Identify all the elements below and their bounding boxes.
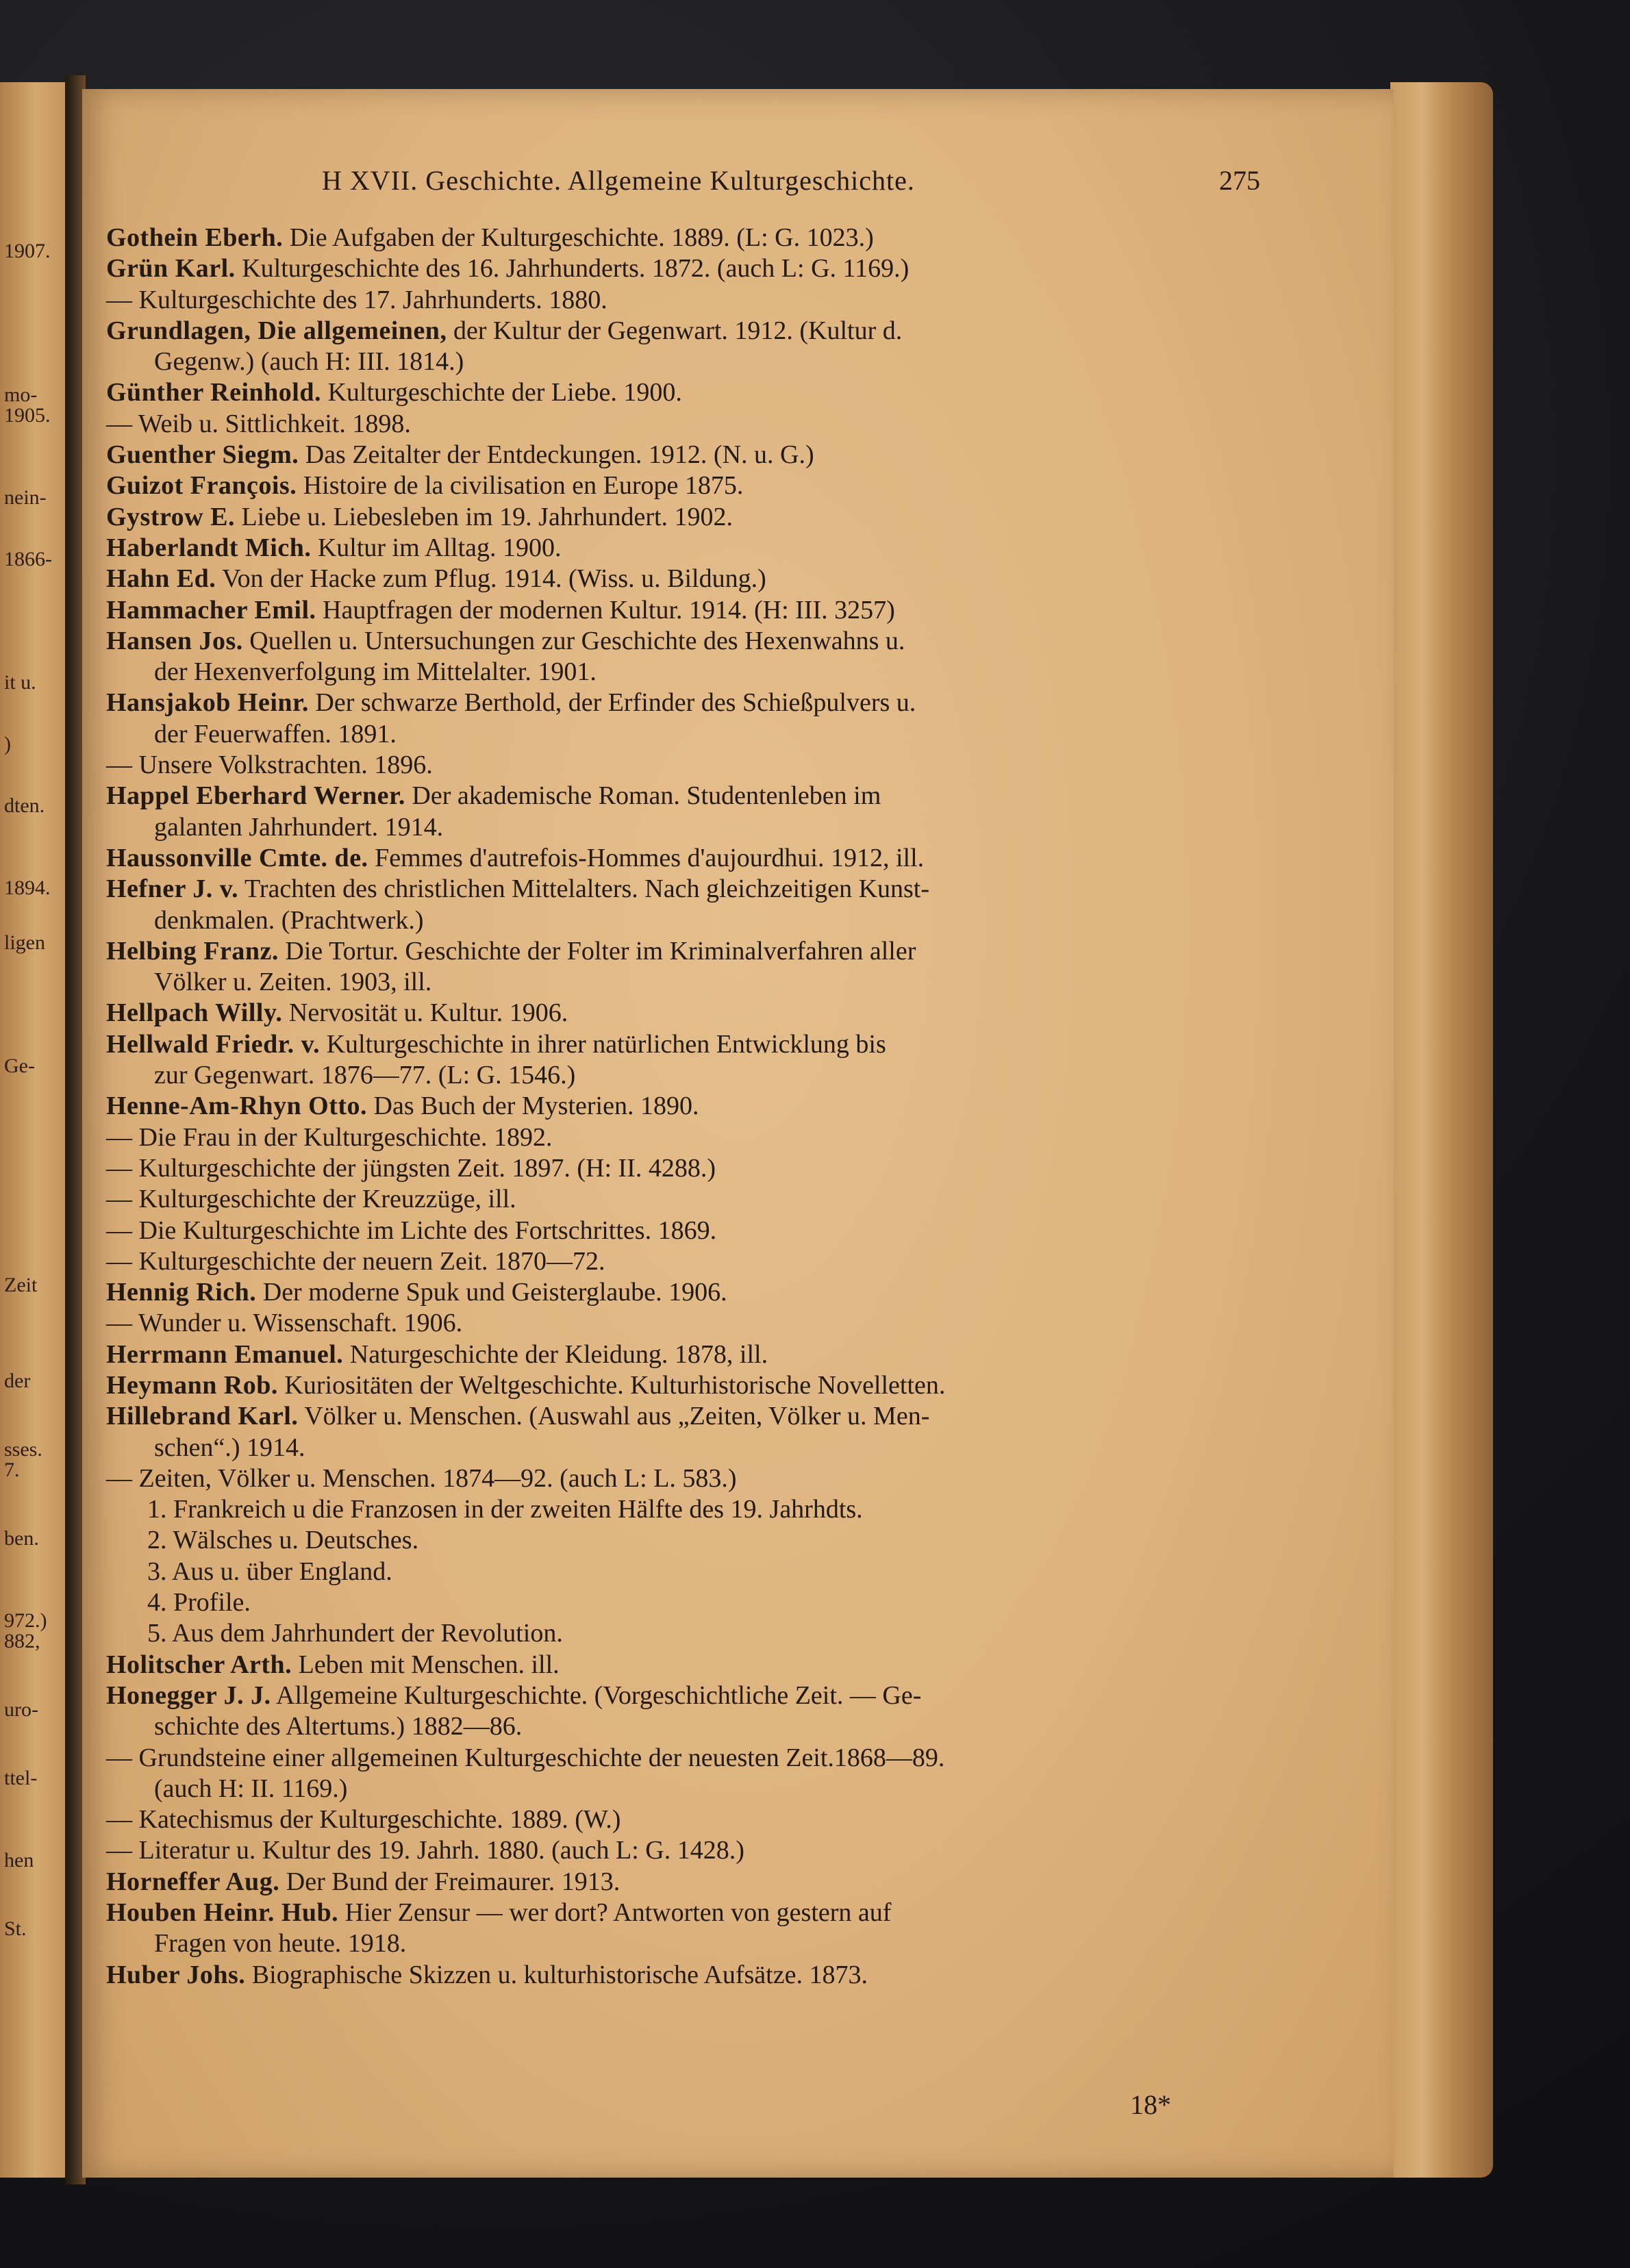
bibliography-entry (106, 502, 1339, 533)
entry-continuation: Fragen von heute. 1918. (154, 1929, 407, 1958)
bibliography-entry (106, 470, 1339, 501)
bibliography-entry (106, 377, 1339, 408)
margin-fragment: nein- (4, 486, 47, 509)
bibliography-entry (106, 1680, 1339, 1743)
entry-title: Die Tortur. Geschichte der Folter im Kriminalverfahren aller (285, 936, 916, 966)
bibliography-entry (106, 1898, 1339, 1960)
entry-author: Houben Heinr. Hub. (106, 1898, 339, 1928)
bibliography-entry (106, 781, 1339, 843)
bibliography-entry (106, 316, 1339, 378)
bibliography-entry (106, 1153, 1339, 1184)
entry-title: Der akademische Roman. Studentenleben im (412, 781, 881, 811)
bibliography-entry (106, 1650, 1339, 1680)
entry-author: Helbing Franz. (106, 936, 279, 966)
entry-title: Das Buch der Mysterien. 1890. (373, 1092, 699, 1121)
entry-title: der Kultur der Gegenwart. 1912. (Kultur d. (453, 316, 903, 345)
bibliography-entry (106, 1618, 1339, 1649)
entry-continuation: (auch H: II. 1169.) (154, 1774, 348, 1803)
bibliography-entry (106, 1835, 1339, 1866)
bibliography-entry (106, 223, 1339, 253)
bibliography-entry (106, 564, 1339, 594)
bibliography-entry (106, 1184, 1339, 1215)
margin-fragment: hen (4, 1849, 34, 1872)
entry-author: Günther Reinhold. (106, 378, 321, 407)
entry-author: Haussonville Cmte. de. (106, 843, 368, 872)
bibliography-entry (106, 1277, 1339, 1308)
entry-title: 2. Wälsches u. Deutsches. (147, 1526, 419, 1555)
margin-fragment: 1907. (4, 240, 51, 262)
entry-title: — Kulturgeschichte der Kreuzzüge, ill. (106, 1185, 516, 1214)
entry-title: Trachten des christlichen Mittelalters. Nach gleichzeitigen Kunst- (244, 874, 930, 904)
bibliography-entry (106, 1587, 1339, 1618)
entry-author: Heymann Rob. (106, 1370, 278, 1400)
entry-author: Guenther Siegm. (106, 440, 299, 470)
entry-title: Kuriositäten der Weltgeschichte. Kulturhistorische Novelletten. (284, 1370, 946, 1400)
entry-continuation: schen“.) 1914. (154, 1433, 305, 1462)
page-stack-edge (1390, 82, 1493, 2178)
margin-fragment: Zeit (4, 1274, 38, 1296)
margin-fragment: der (4, 1370, 31, 1392)
margin-fragment: ttel- (4, 1767, 38, 1789)
margin-fragment: ligen (4, 931, 45, 954)
previous-page-margin (0, 82, 65, 2178)
entry-title: Die Aufgaben der Kulturgeschichte. 1889. (L: G. 1023.) (289, 223, 874, 252)
bibliography-entry (106, 1122, 1339, 1153)
bibliography-entry (106, 688, 1339, 750)
bibliography-entry (106, 874, 1339, 936)
bibliography-entry (106, 1308, 1339, 1339)
margin-fragment: St. (4, 1917, 27, 1940)
entry-title: Kulturgeschichte der Liebe. 1900. (327, 378, 682, 407)
bibliography-entry (106, 750, 1339, 781)
bibliography-entry (106, 1494, 1339, 1525)
running-header (82, 164, 1394, 205)
entry-author: Hefner J. v. (106, 874, 239, 904)
entry-author: Hahn Ed. (106, 564, 216, 594)
margin-fragment: 7. (4, 1459, 20, 1481)
entry-title: — Die Frau in der Kulturgeschichte. 1892. (106, 1122, 553, 1152)
bibliography-entry (106, 1339, 1339, 1370)
bibliography-entry (106, 1370, 1339, 1401)
margin-fragment: ) (4, 733, 11, 755)
entry-title: 4. Profile. (147, 1588, 251, 1617)
entry-title: — Die Kulturgeschichte im Lichte des Fortschrittes. 1869. (106, 1215, 717, 1245)
bibliography-entry (106, 843, 1339, 874)
entry-continuation: denkmalen. (Prachtwerk.) (154, 905, 424, 935)
entry-title: — Kulturgeschichte der neuern Zeit. 1870—72. (106, 1246, 605, 1276)
entry-title: Naturgeschichte der Kleidung. 1878, ill. (349, 1339, 768, 1369)
entry-author: Hansjakob Heinr. (106, 688, 309, 718)
entry-title: Kulturgeschichte in ihrer natürlichen Entwicklung bis (326, 1029, 886, 1059)
entry-continuation: zur Gegenwart. 1876—77. (L: G. 1546.) (154, 1061, 576, 1090)
entry-title: 5. Aus dem Jahrhundert der Revolution. (147, 1619, 563, 1648)
entry-title: Völker u. Menschen. (Auswahl aus „Zeiten, Völker u. Men- (304, 1402, 930, 1431)
entry-title: 1. Frankreich u die Franzosen in der zweiten Hälfte des 19. Jahrhdts. (147, 1495, 863, 1524)
signature-mark: 18* (1130, 2089, 1171, 2120)
bibliography-entry (106, 253, 1339, 284)
margin-fragment: 1905. (4, 404, 51, 427)
entry-title: Histoire de la civilisation en Europe 1875. (303, 471, 744, 501)
entry-author: Herrmann Emanuel. (106, 1339, 344, 1369)
entry-author: Gystrow E. (106, 502, 235, 531)
entry-author: Grün Karl. (106, 254, 236, 284)
margin-fragment: 1894. (4, 877, 51, 899)
entry-title: Der schwarze Berthold, der Erfinder des Schießpulvers u. (315, 688, 916, 718)
bibliography-entry (106, 1743, 1339, 1805)
margin-fragment: uro- (4, 1698, 38, 1721)
bibliography-entry (106, 440, 1339, 470)
entry-author: Hellpach Willy. (106, 998, 283, 1028)
bibliography-entry (106, 1960, 1339, 1991)
entry-title: Hier Zensur — wer dort? Antworten von gestern auf (344, 1898, 892, 1928)
entry-title: Leben mit Menschen. ill. (298, 1650, 560, 1679)
entry-author: Hammacher Emil. (106, 595, 316, 625)
entry-title: — Katechismus der Kulturgeschichte. 1889. (W.) (106, 1805, 621, 1835)
bibliography-entry (106, 1525, 1339, 1556)
entry-title: Hauptfragen der modernen Kultur. 1914. (H: III. 3257) (323, 595, 895, 625)
entry-title: Allgemeine Kulturgeschichte. (Vorgeschichtliche Zeit. — Ge- (276, 1680, 922, 1710)
margin-fragment: 882, (4, 1630, 40, 1652)
bibliography-entry (106, 1215, 1339, 1246)
bibliography-entry (106, 1867, 1339, 1898)
entry-author: Henne-Am-Rhyn Otto. (106, 1092, 368, 1121)
entry-author: Honegger J. J. (106, 1680, 271, 1710)
bibliography-entry (106, 1401, 1339, 1463)
entry-author: Huber Johs. (106, 1960, 246, 1989)
bibliography-entry (106, 1246, 1339, 1277)
margin-fragment: sses. (4, 1438, 42, 1461)
margin-fragment: dten. (4, 794, 45, 817)
bibliography-list (106, 223, 1339, 1991)
entry-author: Hillebrand Karl. (106, 1402, 299, 1431)
entry-title: Quellen u. Untersuchungen zur Geschichte des Hexenwahns u. (249, 626, 905, 655)
entry-author: Hansen Jos. (106, 626, 243, 655)
entry-title: Der moderne Spuk und Geisterglaube. 1906. (262, 1278, 727, 1307)
entry-title: Femmes d'autrefois-Hommes d'aujourdhui. 1912, ill. (375, 843, 925, 872)
entry-continuation: Gegenw.) (auch H: III. 1814.) (154, 347, 464, 377)
entry-title: — Zeiten, Völker u. Menschen. 1874—92. (auch L: L. 583.) (106, 1463, 737, 1493)
entry-author: Hellwald Friedr. v. (106, 1029, 321, 1059)
entry-author: Haberlandt Mich. (106, 533, 312, 562)
entry-author: Holitscher Arth. (106, 1650, 292, 1679)
bibliography-entry (106, 533, 1339, 564)
entry-title: Das Zeitalter der Entdeckungen. 1912. (N. u. G.) (305, 440, 814, 470)
entry-author: Grundlagen, Die allgemeinen, (106, 316, 447, 345)
bibliography-entry (106, 409, 1339, 440)
bibliography-entry (106, 1804, 1339, 1835)
entry-title: Von der Hacke zum Pflug. 1914. (Wiss. u. Bildung.) (222, 564, 766, 594)
entry-author: Guizot François. (106, 471, 297, 501)
entry-title: — Grundsteine einer allgemeinen Kulturgeschichte der neuesten Zeit.1868—89. (106, 1743, 945, 1772)
bibliography-entry (106, 285, 1339, 316)
entry-author: Hennig Rich. (106, 1278, 257, 1307)
entry-title: Kulturgeschichte des 16. Jahrhunderts. 1872. (auch L: G. 1169.) (242, 254, 910, 284)
entry-continuation: der Feuerwaffen. 1891. (154, 719, 397, 748)
bibliography-entry (106, 626, 1339, 688)
bibliography-entry (106, 1029, 1339, 1092)
bibliography-entry (106, 1557, 1339, 1587)
entry-continuation: schichte des Altertums.) 1882—86. (154, 1712, 523, 1741)
bibliography-entry (106, 1091, 1339, 1122)
entry-continuation: der Hexenverfolgung im Mittelalter. 1901. (154, 657, 597, 687)
margin-fragment: mo- (4, 383, 38, 406)
entry-author: Horneffer Aug. (106, 1867, 280, 1896)
entry-continuation: Völker u. Zeiten. 1903, ill. (154, 968, 432, 997)
margin-fragment: Ge- (4, 1055, 35, 1077)
running-title: H XVII. Geschichte. Allgemeine Kulturgeschichte. (322, 165, 915, 196)
entry-title: — Wunder u. Wissenschaft. 1906. (106, 1309, 463, 1338)
margin-fragment: ben. (4, 1527, 39, 1550)
bibliography-entry (106, 1463, 1339, 1494)
margin-fragment: 1866- (4, 548, 52, 570)
bibliography-entry (106, 998, 1339, 1029)
entry-title: 3. Aus u. über England. (147, 1557, 392, 1586)
margin-fragment: 972.) (4, 1609, 47, 1632)
entry-title: — Weib u. Sittlichkeit. 1898. (106, 409, 411, 438)
entry-author: Happel Eberhard Werner. (106, 781, 405, 811)
entry-title: — Unsere Volkstrachten. 1896. (106, 751, 433, 780)
entry-title: Liebe u. Liebesleben im 19. Jahrhundert. 1902. (241, 502, 734, 531)
entry-author: Gothein Eberh. (106, 223, 284, 252)
entry-title: — Kulturgeschichte der jüngsten Zeit. 1897. (H: II. 4288.) (106, 1153, 716, 1183)
margin-fragment: it u. (4, 671, 36, 694)
page-number: 275 (1219, 165, 1260, 196)
bibliography-entry (106, 936, 1339, 998)
entry-title: Kultur im Alltag. 1900. (317, 533, 562, 562)
entry-title: — Literatur u. Kultur des 19. Jahrh. 1880. (auch L: G. 1428.) (106, 1836, 744, 1865)
entry-continuation: galanten Jahrhundert. 1914. (154, 812, 444, 842)
book-page (82, 89, 1394, 2178)
entry-title: Biographische Skizzen u. kulturhistorische Aufsätze. 1873. (251, 1960, 868, 1989)
bibliography-entry (106, 595, 1339, 626)
entry-title: Nervosität u. Kultur. 1906. (288, 998, 568, 1028)
entry-title: Der Bund der Freimaurer. 1913. (286, 1867, 620, 1896)
entry-title: — Kulturgeschichte des 17. Jahrhunderts. 1880. (106, 285, 607, 314)
